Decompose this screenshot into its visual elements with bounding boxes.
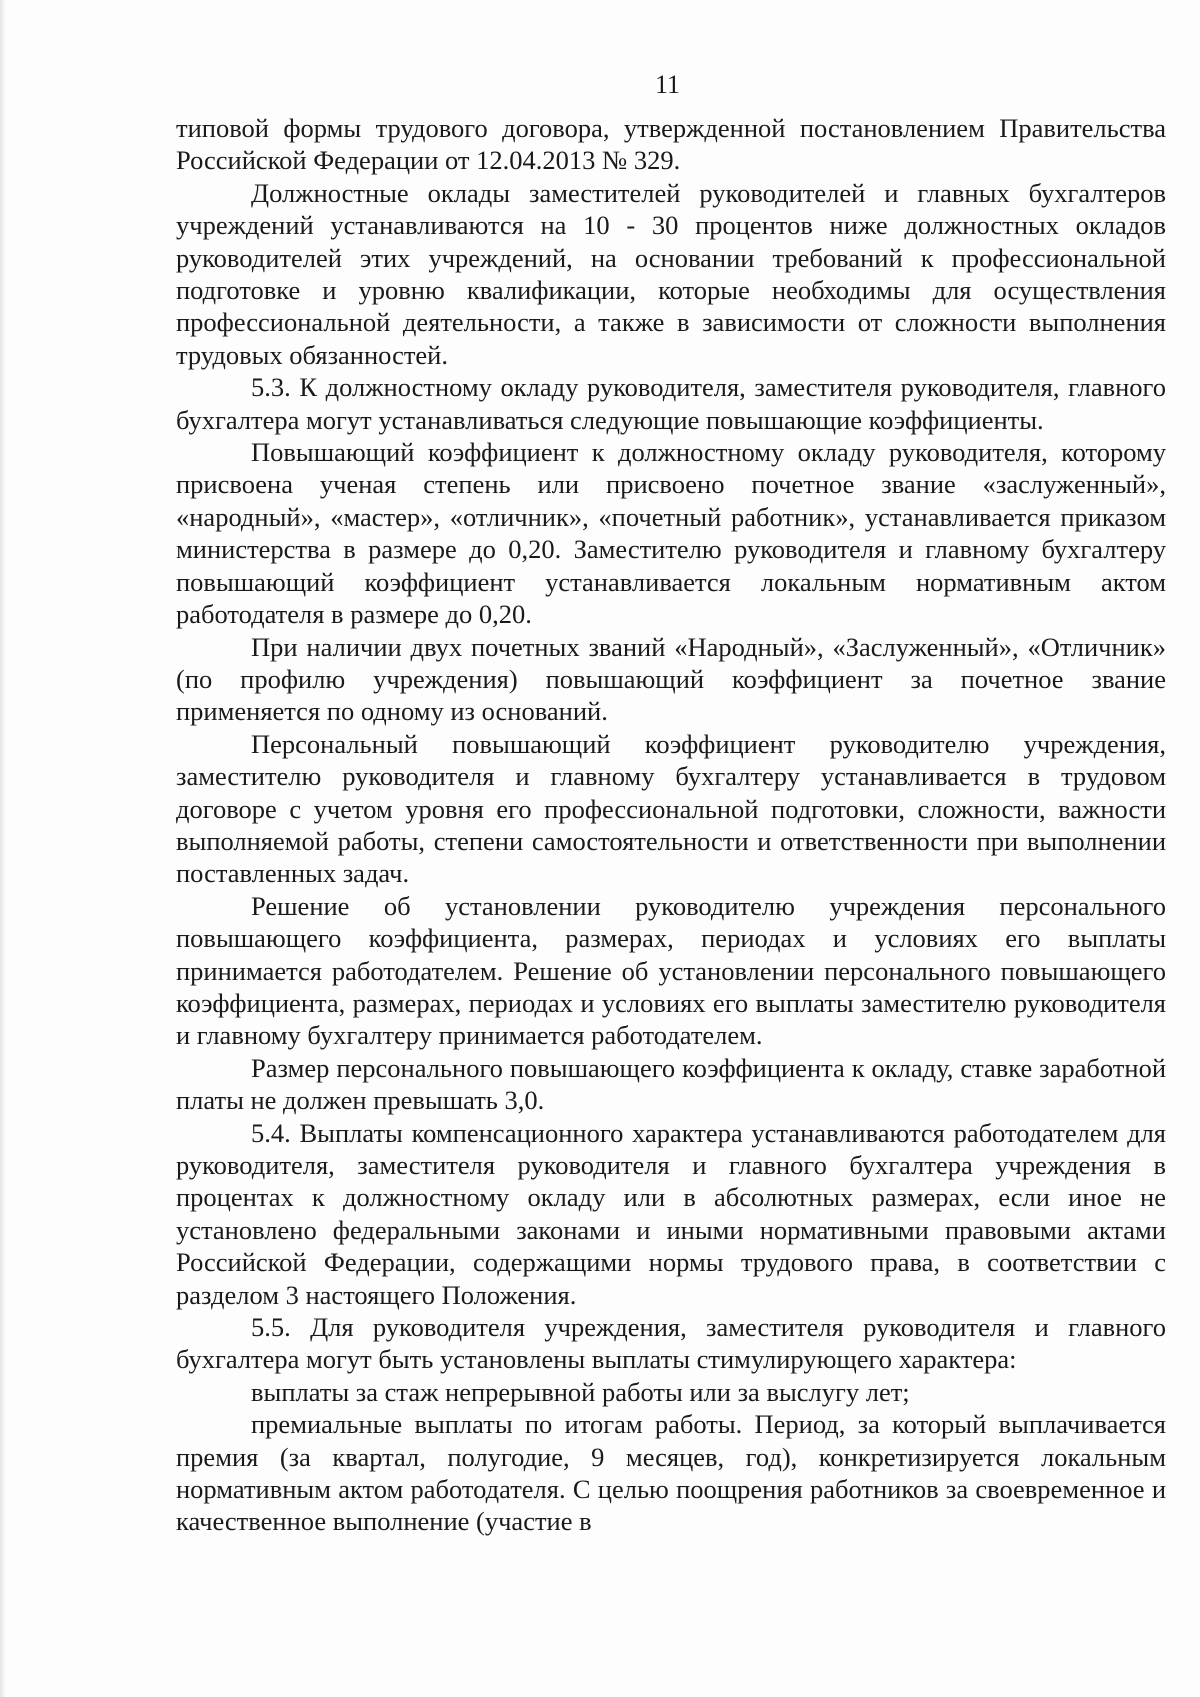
page-number: 11	[654, 70, 681, 99]
paragraph-section-5-4: 5.4. Выплаты компенсационного характера устанавливаются работодателем для руководителя, заместителя руководителя и главного бухгалтера учреждения в процентах к должностному окладу или в абсолютных размерах, если иное не установлено федеральными законами и иными нормативными правовыми актами Российской Федерации, содержащими нормы трудового права, в соответствии с разделом 3 настоящего Положения.	[176, 1117, 1166, 1310]
paragraph-section-5-5: 5.5. Для руководителя учреждения, заместителя руководителя и главного бухгалтера могут быть установлены выплаты стимулирующего характера:	[176, 1312, 1166, 1375]
paragraph: Повышающий коэффициент к должностному окладу руководителя, которому присвоена ученая степень или присвоено почетное звание «заслуженный», «народный», «мастер», «отличник», «почетный работник», устанавливается приказом министерства в размере до 0,20. Заместителю руководителя и главному бухгалтеру повышающий коэффициент устанавливается локальным нормативным актом работодателя в размере до 0,20.	[176, 437, 1166, 630]
paragraph: Персональный повышающий коэффициент руководителю учреждения, заместителю руководителя и главному бухгалтеру устанавливается в трудовом договоре с учетом уровня его профессиональной подготовки, сложности, важности выполняемой работы, степени самостоятельности и ответственности при выполнении поставленных задач.	[176, 728, 1166, 889]
paragraph-section-5-3: 5.3. К должностному окладу руководителя, заместителя руководителя, главного бухгалтера могут устанавливаться следующие повышающие коэффициенты.	[176, 372, 1166, 435]
paragraph: премиальные выплаты по итогам работы. Период, за который выплачивается премия (за квартал, полугодие, 9 месяцев, год), конкретизируется локальным нормативным актом работодателя. С целью поощрения работников за своевременное и качественное выполнение (участие в	[176, 1409, 1166, 1537]
paragraph: типовой формы трудового договора, утвержденной постановлением Правительства Российской Федерации от 12.04.2013 № 329.	[176, 113, 1166, 176]
paragraph: Должностные оклады заместителей руководителей и главных бухгалтеров учреждений устанавливаются на 10 - 30 процентов ниже должностных окладов руководителей этих учреждений, на основании требований к профессиональной подготовке и уровню квалификации, которые необходимы для осуществления профессиональной деятельности, а также в зависимости от сложности выполнения трудовых обязанностей.	[176, 177, 1166, 370]
document-body	[176, 112, 1166, 1538]
paragraph: Размер персонального повышающего коэффициента к окладу, ставке заработной платы не должен превышать 3,0.	[176, 1052, 1166, 1116]
scan-edge-shadow	[0, 0, 6, 1697]
paragraph: Решение об установлении руководителю учреждения персонального повышающего коэффициента, размерах, периодах и условиях его выплаты принимается работодателем. Решение об установлении персонального повышающего коэффициента, размерах, периодах и условиях его выплаты заместителю руководителя и главному бухгалтеру принимается работодателем.	[176, 890, 1166, 1051]
paragraph: При наличии двух почетных званий «Народный», «Заслуженный», «Отличник» (по профилю учреждения) повышающий коэффициент за почетное звание применяется по одному из оснований.	[176, 631, 1166, 727]
paragraph: выплаты за стаж непрерывной работы или за выслугу лет;	[251, 1376, 910, 1407]
